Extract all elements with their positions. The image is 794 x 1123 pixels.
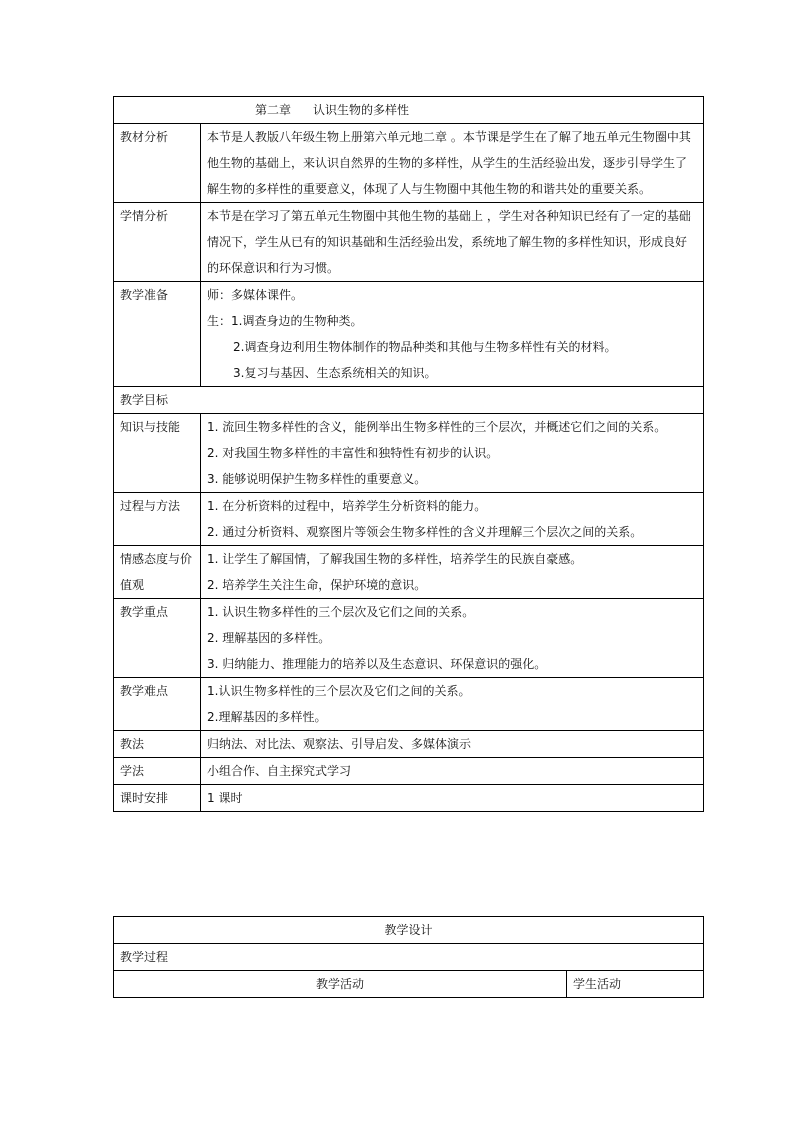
row-xueqing — [114, 203, 704, 282]
row-guocheng — [114, 493, 704, 546]
prep-student-3: 3.复习与基因、生态系统相关的知识。 — [233, 366, 437, 380]
row-label: 知识与技能 — [114, 414, 201, 493]
design-header-row — [114, 971, 704, 998]
prep-student-2: 2.调查身边利用生物体制作的物品种类和其他与生物多样性有关的材料。 — [233, 340, 617, 354]
row-jiaocai — [114, 124, 704, 203]
design-process: 教学过程 — [114, 944, 704, 971]
row-label: 情感态度与价值观 — [114, 546, 201, 599]
row-content — [201, 546, 704, 599]
title-name: 认识生物的多样性 — [313, 103, 410, 117]
row-label: 教学难点 — [114, 678, 201, 731]
row-content: 本节是人教版八年级生物上册第六单元地二章 。本节课是学生在了解了地五单元生物圈中其他生物的基础上，来认识自然界的生物的多样性，从学生的生活经验出发，逐步引导学生了解生物的多样性的重要意义，体现了人与生物圈中其他生物的和谐共处的重要关系。 — [201, 124, 704, 203]
row-label: 教学目标 — [114, 387, 704, 414]
design-title: 教学设计 — [114, 917, 704, 944]
list-item: 1. 在分析资料的过程中，培养学生分析资料的能力。 — [207, 499, 487, 513]
row-label: 教法 — [114, 731, 201, 758]
row-content — [201, 678, 704, 731]
row-label: 教材分析 — [114, 124, 201, 203]
list-item: 2. 通过分析资料、观察图片等领会生物多样性的含义并理解三个层次之间的关系。 — [207, 525, 643, 539]
list-item: 2. 对我国生物多样性的丰富性和独特性有初步的认识。 — [207, 446, 499, 460]
row-qinggan — [114, 546, 704, 599]
lesson-plan-table — [113, 96, 704, 812]
list-item: 2. 理解基因的多样性。 — [207, 631, 331, 645]
row-content: 本节是在学习了第五单元生物圈中其他生物的基础上 ，学生对各种知识已经有了一定的基础情况下，学生从已有的知识基础和生活经验出发，系统地了解生物的多样性知识，形成良好的环保意识和行为习惯。 — [201, 203, 704, 282]
row-nandian — [114, 678, 704, 731]
row-xuefa — [114, 758, 704, 785]
row-content — [201, 599, 704, 678]
row-label: 过程与方法 — [114, 493, 201, 546]
list-item: 3. 能够说明保护生物多样性的重要意义。 — [207, 472, 427, 486]
row-content — [201, 493, 704, 546]
design-process-row — [114, 944, 704, 971]
row-zhunbei — [114, 282, 704, 387]
row-label: 学情分析 — [114, 203, 201, 282]
list-item: 1. 让学生了解国情，了解我国生物的多样性，培养学生的民族自豪感。 — [207, 552, 583, 566]
row-content — [201, 282, 704, 387]
row-label: 课时安排 — [114, 785, 201, 812]
teaching-design-table — [113, 916, 704, 998]
list-item: 1.认识生物多样性的三个层次及它们之间的关系。 — [207, 684, 471, 698]
row-label: 教学准备 — [114, 282, 201, 387]
design-title-row — [114, 917, 704, 944]
list-item: 2.理解基因的多样性。 — [207, 710, 327, 724]
row-zhongdian — [114, 599, 704, 678]
title-chapter: 第二章 — [255, 103, 292, 117]
col-student-activity: 学生活动 — [567, 971, 704, 998]
row-content: 小组合作、自主探究式学习 — [201, 758, 704, 785]
row-zhishi — [114, 414, 704, 493]
plan-title — [114, 97, 704, 124]
list-item: 3. 归纳能力、推理能力的培养以及生态意识、环保意识的强化。 — [207, 657, 547, 671]
row-content — [201, 414, 704, 493]
list-item: 2. 培养学生关注生命，保护环境的意识。 — [207, 578, 427, 592]
title-row — [114, 97, 704, 124]
list-item: 1. 认识生物多样性的三个层次及它们之间的关系。 — [207, 605, 475, 619]
prep-student-1: 生：1.调查身边的生物种类。 — [207, 314, 363, 328]
row-mubiao — [114, 387, 704, 414]
row-jiaofa — [114, 731, 704, 758]
col-teacher-activity: 教学活动 — [114, 971, 567, 998]
row-keshi — [114, 785, 704, 812]
prep-teacher: 师：多媒体课件。 — [207, 288, 304, 302]
row-content: 归纳法、对比法、观察法、引导启发、多媒体演示 — [201, 731, 704, 758]
row-label: 教学重点 — [114, 599, 201, 678]
list-item: 1. 流回生物多样性的含义，能例举出生物多样性的三个层次，并概述它们之间的关系。 — [207, 420, 667, 434]
row-label: 学法 — [114, 758, 201, 785]
row-content: 1 课时 — [201, 785, 704, 812]
